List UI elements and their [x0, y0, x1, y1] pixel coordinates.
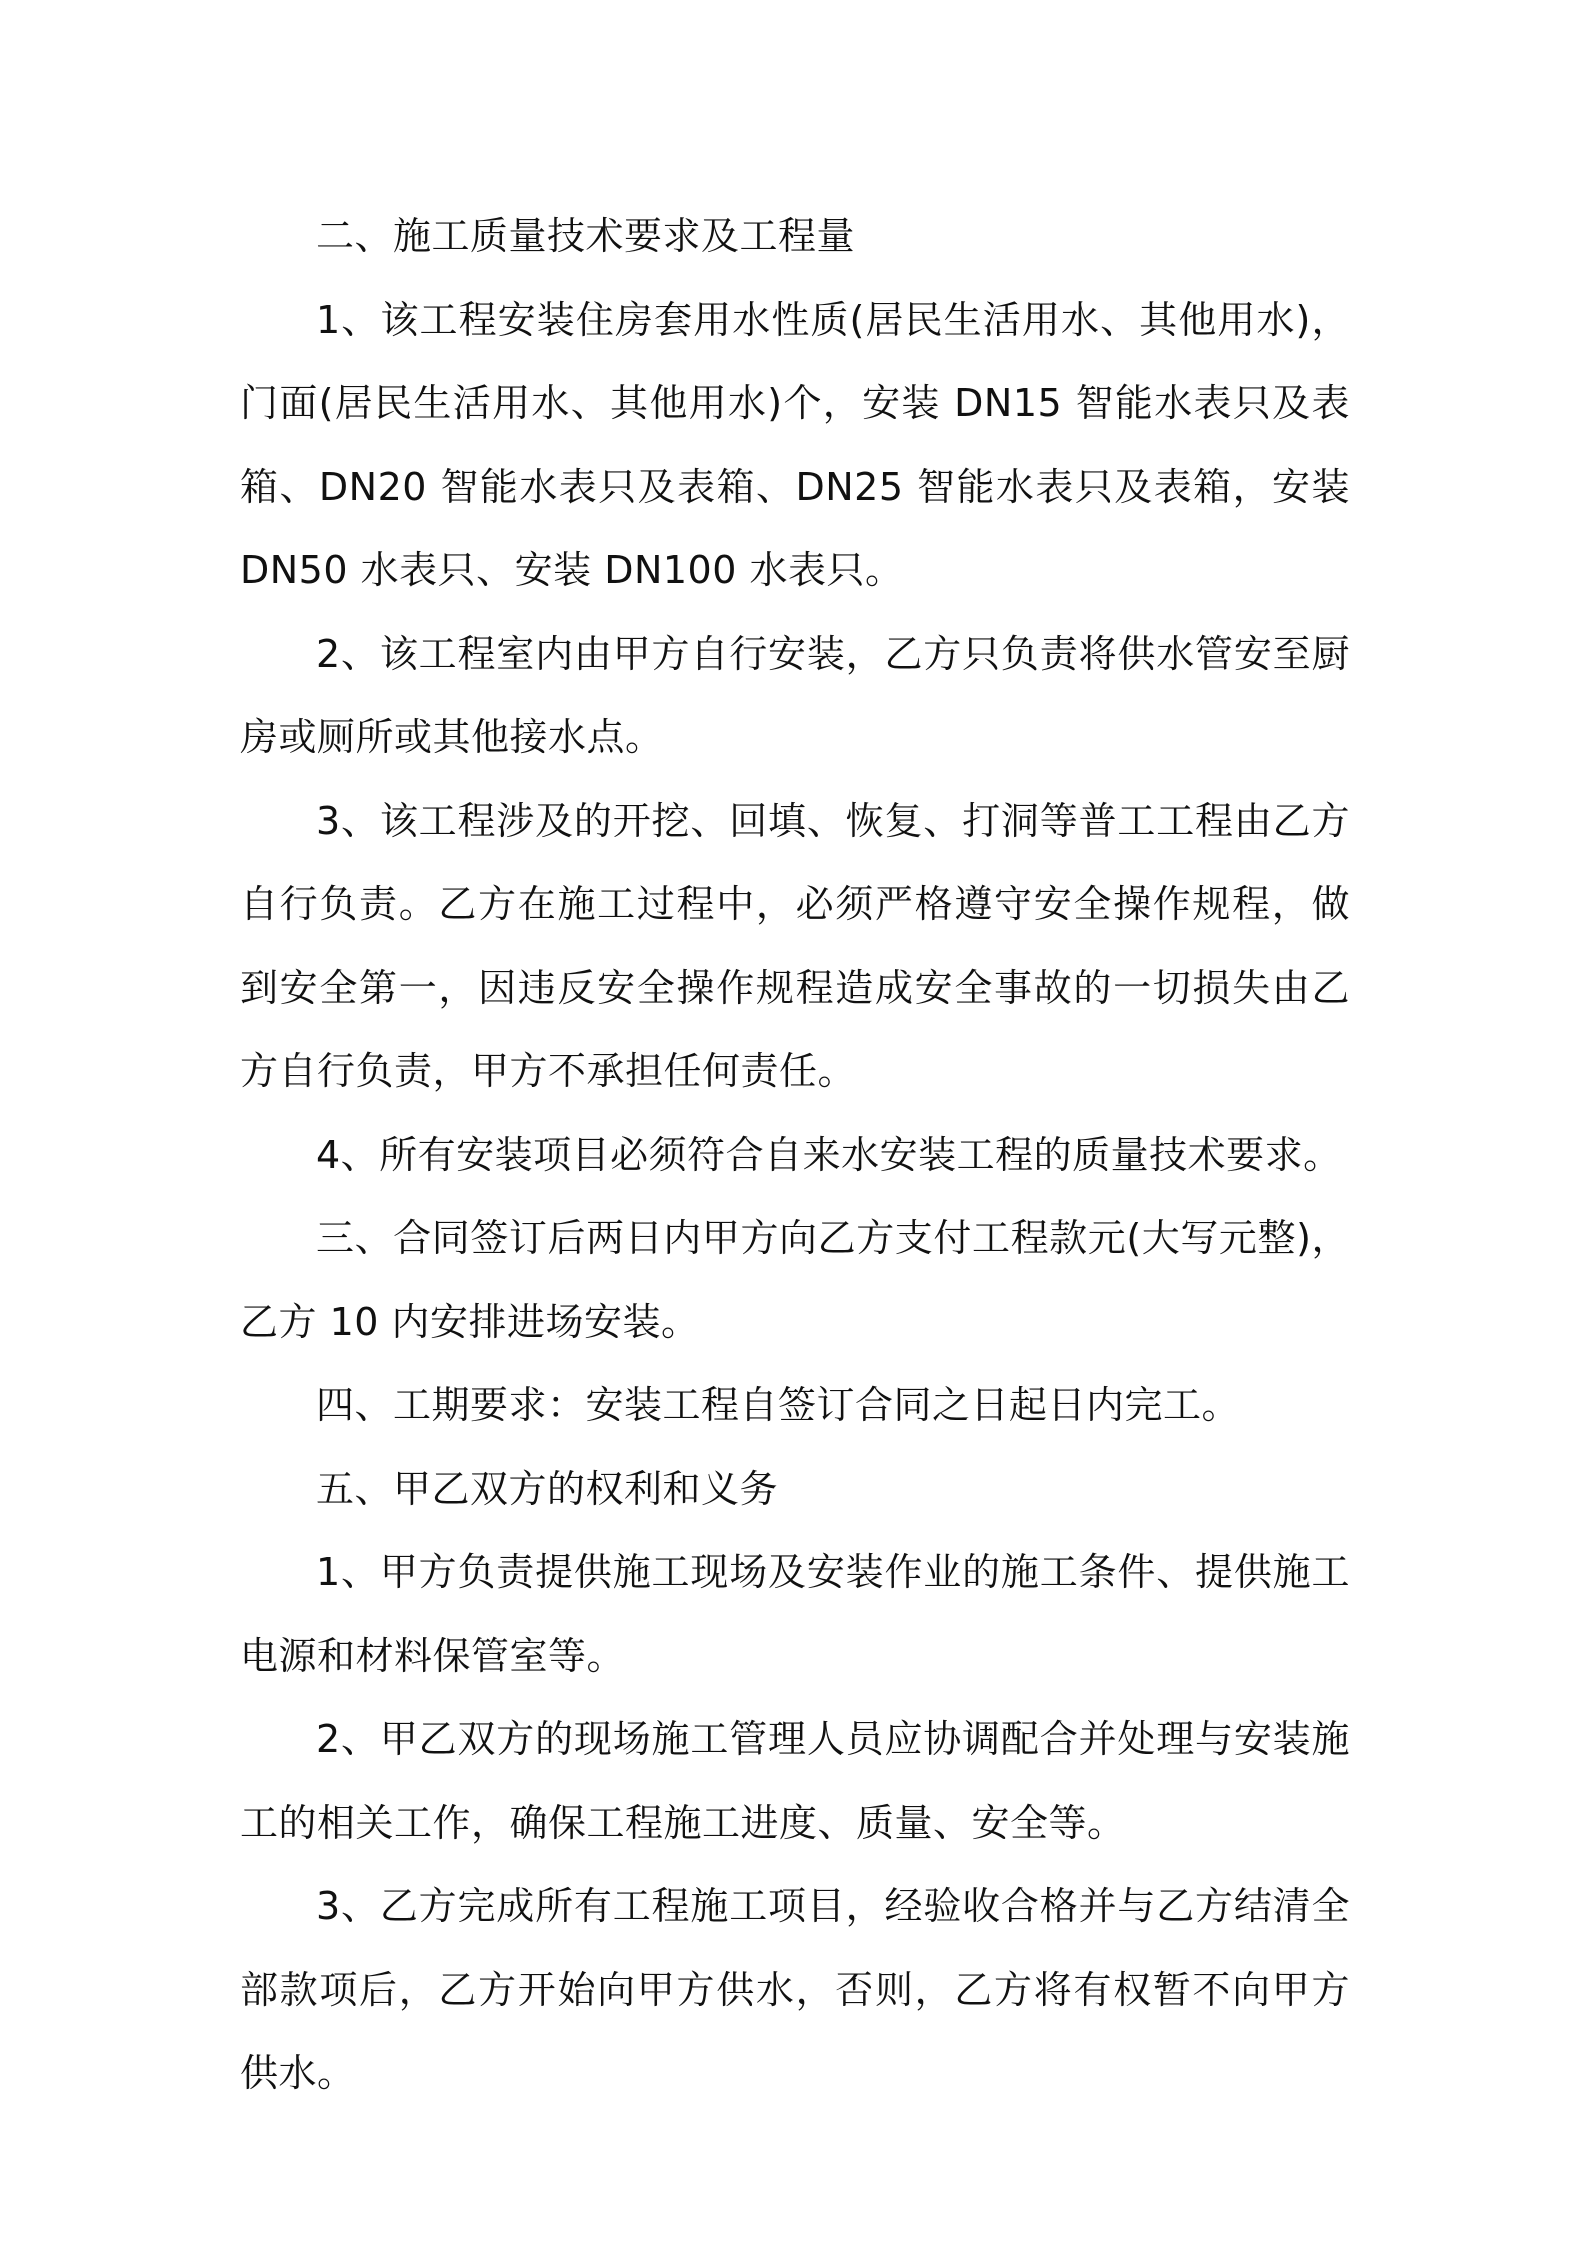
clause-2-3-excavation-safety: 3、该工程涉及的开挖、回填、恢复、打洞等普工工程由乙方自行负责。乙方在施工过程中，必须严格遵守安全操作规程，做到安全第一，因违反安全操作规程造成安全事故的一切损失由乙方自行负责，甲方不承担任何责任。 — [240, 798, 1350, 1093]
clause-5-2-coordination: 2、甲乙双方的现场施工管理人员应协调配合并处理与安装施工的相关工作，确保工程施工进度、质量、安全等。 — [240, 1717, 1350, 1845]
clause-5-3-water-supply: 3、乙方完成所有工程施工项目，经验收合格并与乙方结清全部款项后，乙方开始向甲方供水，否则，乙方将有权暂不向甲方供水。 — [240, 1884, 1350, 2095]
document-body — [240, 195, 1350, 2116]
clause-2-2-indoor-installation: 2、该工程室内由甲方自行安装，乙方只负责将供水管安至厨房或厕所或其他接水点。 — [240, 631, 1350, 759]
section-payment: 三、合同签订后两日内甲方向乙方支付工程款元(大写元整)，乙方 10 内安排进场安装。 — [240, 1216, 1350, 1344]
clause-2-1-meter-installation: 1、该工程安装住房套用水性质(居民生活用水、其他用水)，门面(居民生活用水、其他用水)个，安装 DN15 智能水表只及表箱、DN20 智能水表只及表箱、DN25 智能水表只及表箱，安装 DN50 水表只、安装 DN100 水表只。 — [240, 297, 1350, 592]
clause-2-4-quality-requirements: 4、所有安装项目必须符合自来水安装工程的质量技术要求。 — [316, 1132, 1342, 1177]
clause-5-1-party-a-conditions: 1、甲方负责提供施工现场及安装作业的施工条件、提供施工电源和材料保管室等。 — [240, 1550, 1350, 1678]
section-heading-rights-obligations: 五、甲乙双方的权利和义务 — [316, 1466, 779, 1511]
section-schedule: 四、工期要求：安装工程自签订合同之日起日内完工。 — [316, 1383, 1241, 1427]
section-heading-construction-quality: 二、施工质量技术要求及工程量 — [316, 214, 856, 258]
